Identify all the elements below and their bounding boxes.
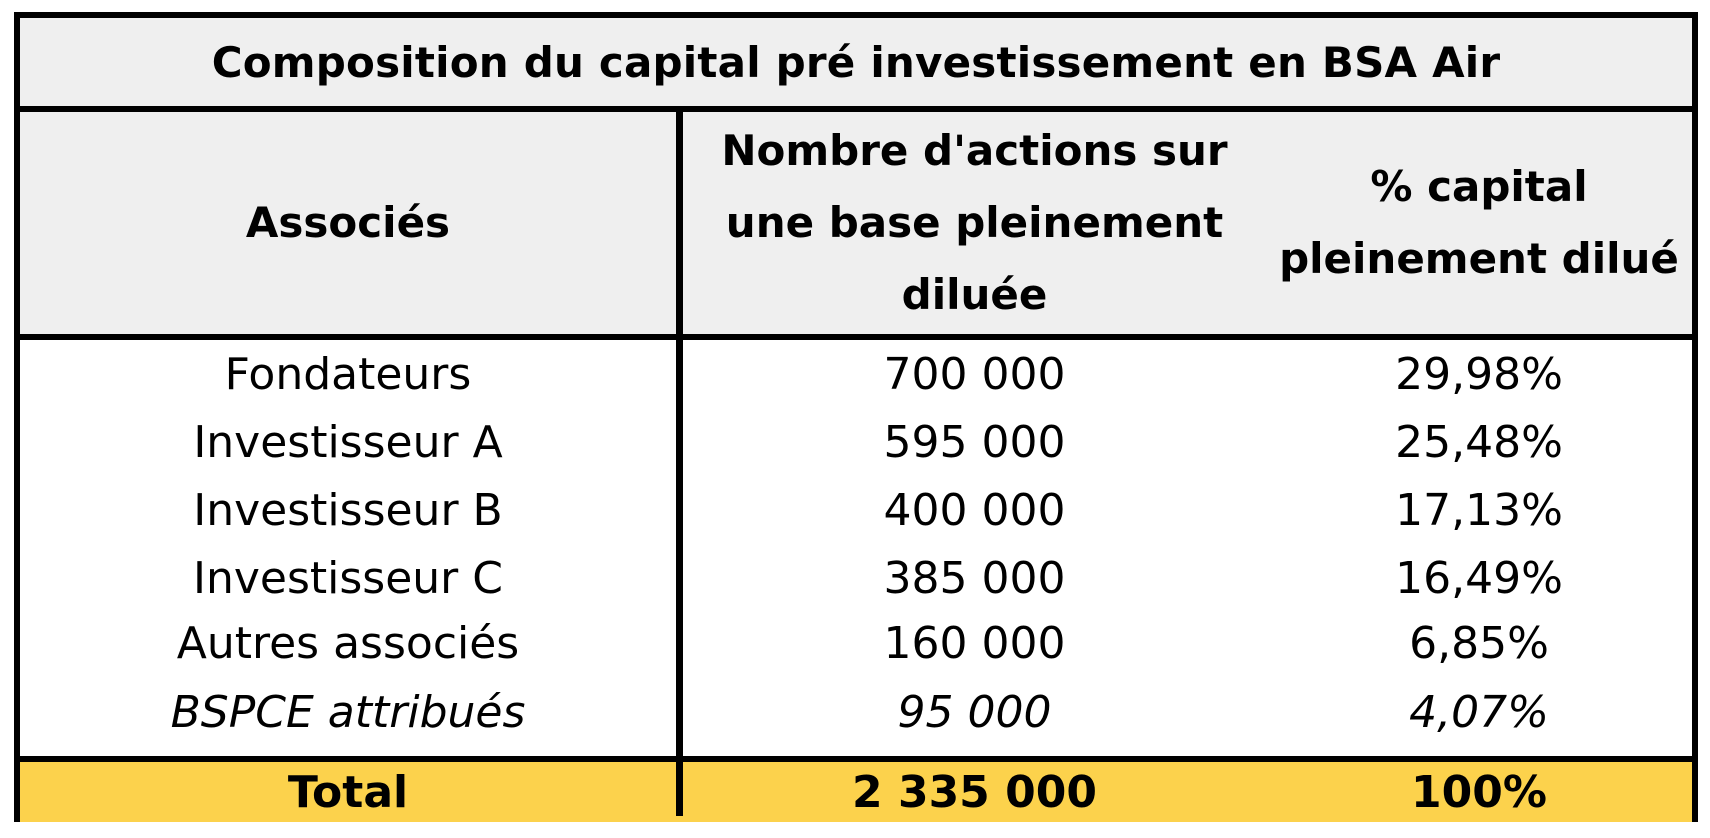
total-pct: 100% bbox=[1411, 766, 1547, 818]
table-row bbox=[20, 408, 1692, 476]
cell-actions: 700 000 bbox=[883, 348, 1066, 400]
cell-pct: 25,48% bbox=[1395, 416, 1563, 468]
cell-associe: Autres associés bbox=[176, 617, 520, 669]
header-nombre-actions bbox=[676, 112, 1266, 334]
cell-associe: Investisseur C bbox=[193, 552, 503, 604]
header-pct-capital bbox=[1266, 112, 1692, 334]
cell-pct: 29,98% bbox=[1395, 348, 1563, 400]
cell-actions: 385 000 bbox=[883, 552, 1066, 604]
header-nombre-actions-text: Nombre d'actions sur une base pleinement diluée bbox=[721, 126, 1228, 319]
cell-pct: 16,49% bbox=[1395, 552, 1563, 604]
table-title: Composition du capital pré investissement en BSA Air bbox=[20, 18, 1692, 112]
cell-pct: 17,13% bbox=[1395, 484, 1563, 536]
header-associes: Associés bbox=[245, 198, 451, 247]
table-body bbox=[20, 340, 1692, 756]
table-row bbox=[20, 340, 1692, 408]
table-row bbox=[20, 612, 1692, 674]
total-actions: 2 335 000 bbox=[852, 766, 1097, 818]
column-divider bbox=[676, 112, 683, 816]
cell-associe: Investisseur B bbox=[193, 484, 503, 536]
cell-actions: 400 000 bbox=[883, 484, 1066, 536]
cell-actions: 160 000 bbox=[883, 617, 1066, 669]
table-row bbox=[20, 476, 1692, 544]
cell-pct: 6,85% bbox=[1409, 617, 1549, 669]
table-row bbox=[20, 674, 1692, 750]
cell-associe: BSPCE attribués bbox=[170, 686, 526, 738]
table-row bbox=[20, 544, 1692, 612]
cell-associe: Investisseur A bbox=[193, 416, 503, 468]
cell-associe: Fondateurs bbox=[224, 348, 472, 400]
capital-table bbox=[14, 12, 1698, 822]
cell-pct: 4,07% bbox=[1409, 686, 1549, 738]
cell-actions: 595 000 bbox=[883, 416, 1066, 468]
header-pct-capital-text: % capital pleinement dilué bbox=[1279, 162, 1679, 283]
total-label: Total bbox=[287, 766, 409, 818]
table-header-row bbox=[20, 112, 1692, 340]
total-row bbox=[20, 756, 1692, 822]
cell-actions: 95 000 bbox=[897, 686, 1052, 738]
